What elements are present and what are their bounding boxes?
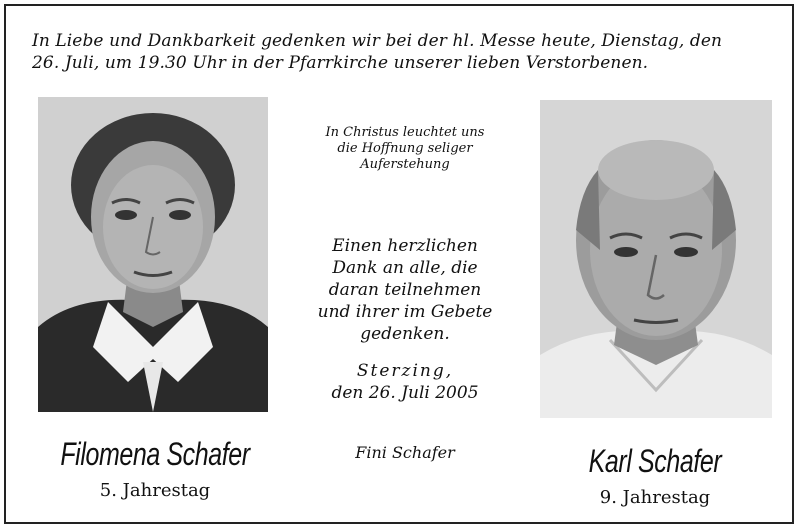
place-city: Sterzing, bbox=[356, 361, 454, 381]
intro-line-1: In Liebe und Dankbarkeit gedenken wir bei der hl. Messe heute, Dienstag, den bbox=[32, 31, 723, 51]
thanks-line-4: und ihrer im Gebete bbox=[317, 302, 493, 322]
verse-line-2: die Hoffnung seliger bbox=[337, 141, 473, 156]
thanks-text bbox=[295, 235, 515, 345]
signer-name: Fini Schafer bbox=[355, 443, 455, 462]
thanks-line-3: daran teilnehmen bbox=[328, 280, 482, 300]
intro-text bbox=[32, 30, 772, 74]
intro-line-2: 26. Juli, um 19.30 Uhr in der Pfarrkirche unserer lieben Verstorbenen. bbox=[32, 53, 649, 73]
portrait-filomena bbox=[38, 97, 268, 412]
thanks-line-1: Einen herzlichen bbox=[332, 236, 478, 256]
anniversary-filomena: 5. Jahrestag bbox=[99, 480, 211, 501]
anniversary-karl: 9. Jahrestag bbox=[599, 487, 711, 508]
thanks-line-5: gedenken. bbox=[360, 324, 450, 344]
place-date: den 26. Juli 2005 bbox=[331, 383, 479, 403]
bible-verse bbox=[300, 125, 510, 173]
verse-line-3: Auferstehung bbox=[360, 157, 450, 172]
verse-line-1: In Christus leuchtet uns bbox=[325, 125, 485, 140]
thanks-line-2: Dank an alle, die bbox=[332, 258, 478, 278]
place-and-date bbox=[295, 360, 515, 404]
portrait-karl bbox=[540, 100, 772, 418]
name-karl: Karl Schafer bbox=[588, 443, 722, 479]
name-filomena: Filomena Schafer bbox=[60, 436, 250, 472]
